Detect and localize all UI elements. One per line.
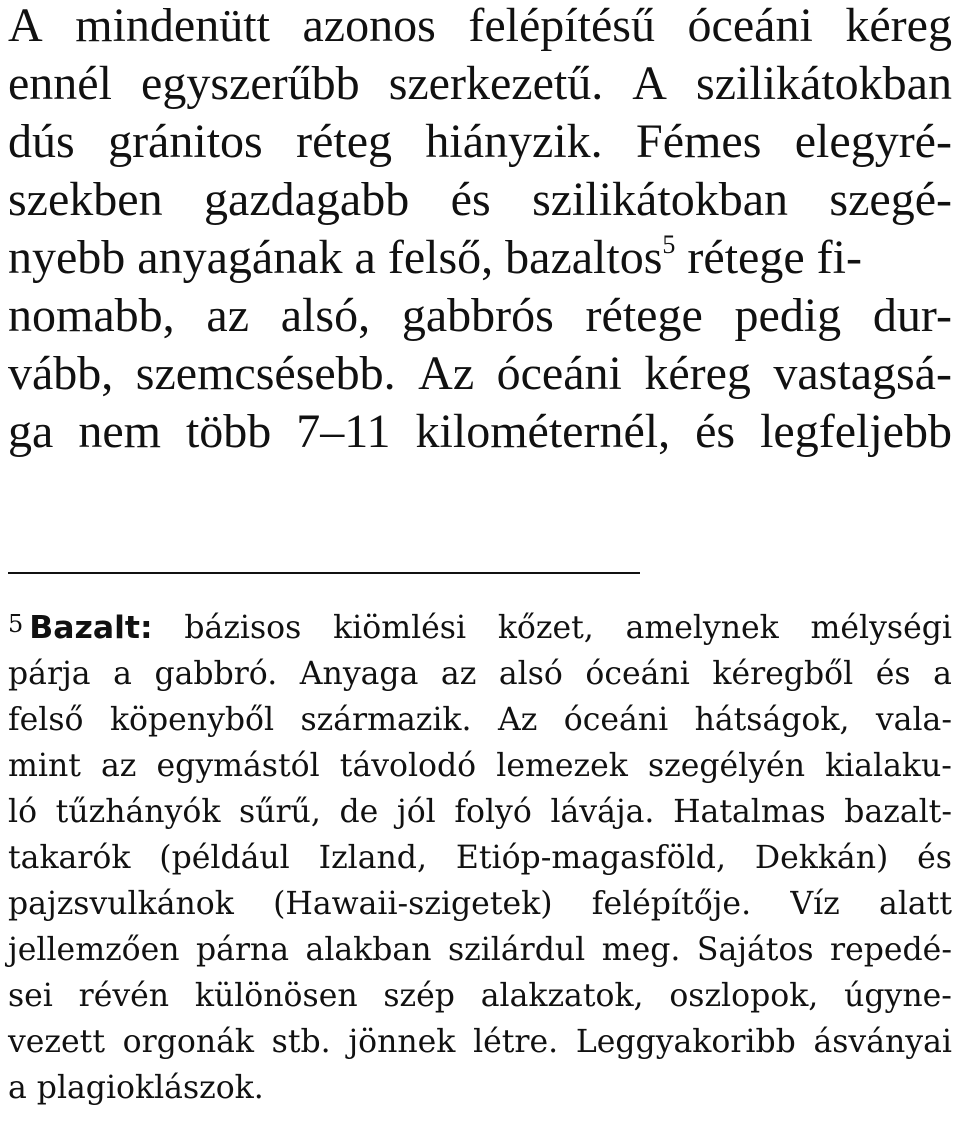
main-line-1 (8, 0, 952, 55)
footnote-line-4-word-6: szegélyén (647, 748, 805, 784)
main-line-4-word-5: szegé- (829, 173, 952, 226)
footnote-line-2 (8, 651, 952, 697)
main-line-4-word-2: gazdagabb (204, 173, 410, 226)
main-line-8-word-3: több (185, 405, 272, 458)
main-line-2-word-3: szerkezetű. (388, 57, 604, 110)
main-line-7-word-1: vább, (8, 347, 114, 400)
main-line-8-word-1: ga (8, 405, 54, 458)
footnote-line-1-word-2: kiömlési (333, 610, 467, 646)
footnote-line-3-word-2: köpenyből (109, 702, 275, 738)
footnote-line-2-word-8: kéregből (712, 656, 854, 692)
footnote-line-9-word-2: révén (78, 978, 170, 1014)
footnote-line-6-word-2: (például (159, 840, 290, 876)
main-line-6-word-7: dur- (872, 289, 952, 342)
footnote-term: Bazalt: (29, 610, 153, 646)
footnote-line-6 (8, 835, 952, 881)
main-line-4-word-3: és (450, 173, 491, 226)
footnote-marker: 5 (8, 610, 24, 638)
footnote-line-10 (8, 1019, 952, 1065)
footnote-line-5-word-5: jól (396, 794, 436, 830)
footnote-line-10-word-6: Leggyakoribb (575, 1024, 796, 1060)
footnote-line-3 (8, 697, 952, 743)
main-line-8-word-4: 7–11 (296, 405, 391, 458)
footnote-line-3-word-1: felső (8, 702, 84, 738)
footnote-line-1-word-4: amelynek (625, 610, 779, 646)
main-line-6 (8, 287, 952, 345)
main-line-1-word-4: felépítésű (468, 0, 655, 52)
main-line-7-word-6: vastagsá- (773, 347, 952, 400)
footnote-line-6-word-5: Dekkán) (754, 840, 889, 876)
main-line-6-word-2: az (206, 289, 249, 342)
footnote-line-7-word-2: (Hawaii-szigetek) (273, 886, 553, 922)
footnote-line-7-word-3: felépítője. (591, 886, 752, 922)
footnote-line-10-word-2: orgonák (122, 1024, 254, 1060)
main-line-7-word-5: kéreg (644, 347, 751, 400)
footnote-line-10-word-5: létre. (473, 1024, 559, 1060)
main-line-6-word-4: gabbrós (401, 289, 554, 342)
footnote-line-8-word-6: Sajátos (696, 932, 814, 968)
footnote-line-2-word-2: a (113, 656, 132, 692)
main-line-8-word-6: és (695, 405, 736, 458)
footnote-line-10-word-1: vezett (8, 1024, 105, 1060)
main-line-1-word-5: óceáni (687, 0, 813, 52)
footnote-line-3-word-7: vala- (875, 702, 952, 738)
footnote-line-10-word-4: jönnek (348, 1024, 456, 1060)
footnote-line-3-word-4: Az (497, 702, 538, 738)
footnote-line-2-word-5: az (440, 656, 477, 692)
footnote-line-2-word-1: párja (8, 656, 91, 692)
footnote-line-8-word-7: repedé- (830, 932, 952, 968)
footnote-line-8-word-4: szilárdul (447, 932, 586, 968)
main-line-4 (8, 171, 952, 229)
footnote-line-7-word-4: Víz (790, 886, 840, 922)
main-line-6-word-5: rétege (585, 289, 703, 342)
main-line-8-word-5: kilométernél, (415, 405, 671, 458)
footnote-line-4-word-5: lemezek (496, 748, 628, 784)
main-line-2 (8, 55, 952, 113)
main-line-3-word-6: elegyré- (794, 115, 952, 168)
footnote-line-8-word-3: alakban (305, 932, 432, 968)
footnote-line-9-word-3: különösen (194, 978, 358, 1014)
main-line-1-word-1: A (8, 0, 43, 52)
footnote-line-1-word-3: kőzet, (497, 610, 594, 646)
footnote-line-5-word-1: ló (8, 794, 38, 830)
main-line-4-word-1: szekben (8, 173, 163, 226)
footnote-line-8-word-2: párna (196, 932, 290, 968)
footnote-reference: 5 (662, 230, 676, 259)
main-line-4-word-4: szilikátokban (532, 173, 788, 226)
footnote-line-5-word-9: bazalt- (844, 794, 952, 830)
footnote-line-5-word-7: lávája. (550, 794, 655, 830)
footnote-line-2-word-6: alsó (498, 656, 563, 692)
footnote-line-7-word-1: pajzsvulkánok (8, 886, 234, 922)
main-line-1-word-2: mindenütt (75, 0, 270, 52)
main-line-3-word-3: réteg (296, 115, 393, 168)
footnote-line-9-word-7: úgyne- (844, 978, 952, 1014)
main-line-3-word-5: Fémes (636, 115, 762, 168)
main-line-7-word-3: Az (418, 347, 475, 400)
main-line-3-word-1: dús (8, 115, 75, 168)
footnote-line-5-word-8: Hatalmas (673, 794, 826, 830)
footnote-line-4-word-1: mint (8, 748, 81, 784)
main-line-5 (8, 229, 952, 287)
main-line-8-word-7: legfeljebb (760, 405, 952, 458)
footnote-line-5 (8, 789, 952, 835)
footnote-line-8-word-1: jellemzően (8, 932, 180, 968)
footnote-line-10-word-7: ásványai (813, 1024, 952, 1060)
main-line-6-word-1: nomabb, (8, 289, 175, 342)
footnote-line-6-word-3: Izland, (318, 840, 427, 876)
footnote-line-4-word-3: egymástól (156, 748, 320, 784)
footnote-line-1-word-5: mélységi (810, 610, 952, 646)
footnote-line-6-word-6: és (917, 840, 952, 876)
main-line-3-word-2: gránitos (108, 115, 263, 168)
footnote-line-6-word-4: Etióp-magasföld, (455, 840, 726, 876)
main-line-8-word-2: nem (78, 405, 161, 458)
main-line-2-word-1: ennél (8, 57, 112, 110)
footnote-line-9-word-1: sei (8, 978, 53, 1014)
main-line-6-word-3: alsó, (280, 289, 371, 342)
main-line-1-word-6: kéreg (845, 0, 952, 52)
footnote-line-9 (8, 973, 952, 1019)
footnote-line-4-word-7: kialaku- (825, 748, 952, 784)
footnote-line-7 (8, 881, 952, 927)
footnote-line-8 (8, 927, 952, 973)
main-line-3 (8, 113, 952, 171)
main-line-2-word-2: egyszerűbb (141, 57, 360, 110)
footnote-line-6-word-1: takarók (8, 840, 131, 876)
footnote-line-3-word-3: származik. (300, 702, 472, 738)
footnote-line-2-word-10: a (933, 656, 952, 692)
footnote-separator (8, 572, 640, 574)
footnote-line-1 (8, 605, 952, 651)
footnote-line-2-word-9: és (875, 656, 911, 692)
main-line-1-word-3: azonos (302, 0, 436, 52)
main-line-2-word-4: A (632, 57, 667, 110)
footnote-line-7-word-5: alatt (879, 886, 952, 922)
footnote-line-5-word-3: sűrű, (239, 794, 321, 830)
main-line-7 (8, 345, 952, 403)
footnote-line-2-word-7: óceáni (585, 656, 690, 692)
main-line-8 (8, 403, 952, 461)
footnote-line-5-word-2: tűzhányók (55, 794, 221, 830)
footnote-line-3-word-6: hátságok, (694, 702, 850, 738)
main-line-2-word-5: szilikátokban (696, 57, 952, 110)
footnote-line-10-word-3: stb. (271, 1024, 331, 1060)
footnote-line-1-word-1: bázisos (184, 610, 302, 646)
main-line-7-word-2: szemcsésebb. (135, 347, 396, 400)
main-line-5-text: nyebb anyagának a felső, bazaltos (8, 231, 663, 284)
main-line-3-word-4: hiányzik. (425, 115, 603, 168)
main-line-7-word-4: óceáni (496, 347, 622, 400)
footnote-line-9-word-4: szép (383, 978, 455, 1014)
footnote-line-2-word-3: gabbró. (154, 656, 278, 692)
footnote-line-4 (8, 743, 952, 789)
footnote-line-4-word-4: távolodó (339, 748, 477, 784)
footnote-line-9-word-6: oszlopok, (669, 978, 819, 1014)
footnote-line-3-word-5: óceáni (563, 702, 669, 738)
footnote-line-5-word-6: folyó (454, 794, 532, 830)
main-line-6-word-6: pedig (734, 289, 842, 342)
footnote-line-4-word-2: az (101, 748, 137, 784)
footnote-line-5-word-4: de (339, 794, 379, 830)
footnote-line-11: a plagioklászok. (8, 1070, 264, 1106)
main-line-5-tail: rétege fi- (675, 231, 862, 284)
footnote-line-8-word-5: meg. (601, 932, 681, 968)
footnote-line-9-word-5: alakzatok, (480, 978, 644, 1014)
footnote-line-2-word-4: Anyaga (299, 656, 419, 692)
